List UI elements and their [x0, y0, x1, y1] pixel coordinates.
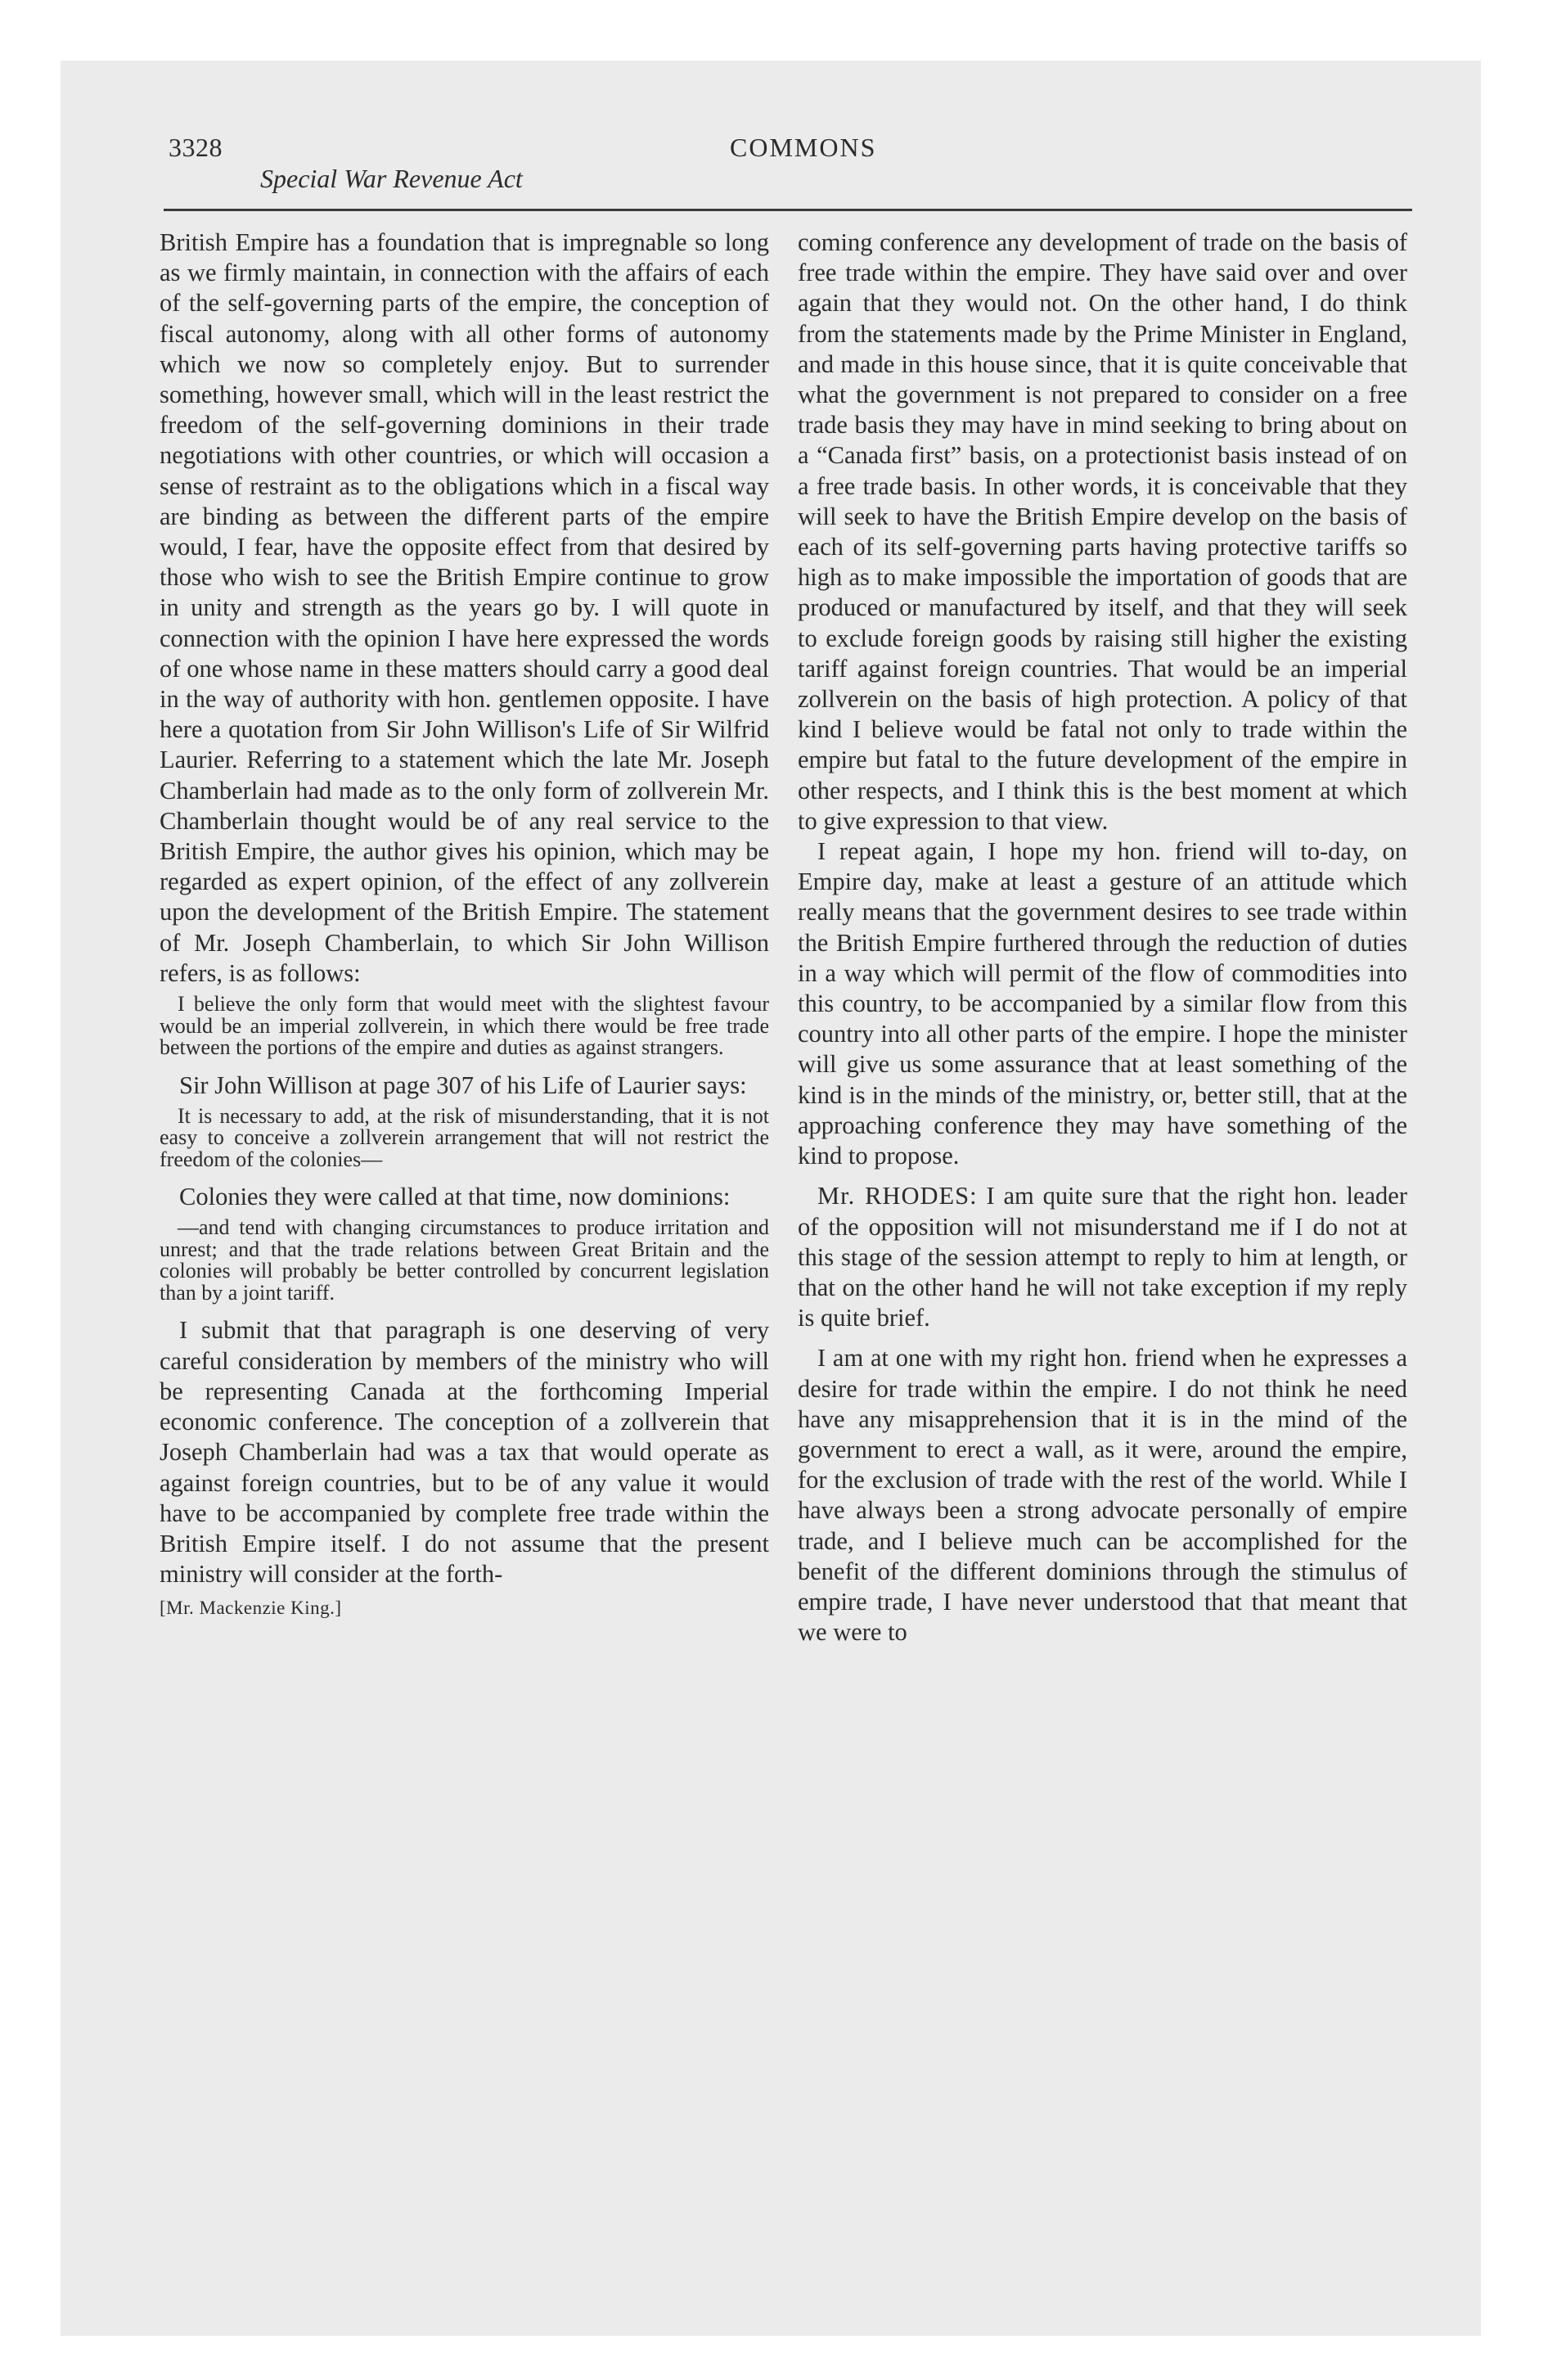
paragraph: I am at one with my right hon. friend when he expresses a desire for trade within the empire. I do not think he need have any misapprehension that it is in the mind of the government to erect a wall, as it were, around the empire, for the exclusion of trade with the rest of the world. While I have always been a strong advocate personally of empire trade, and I believe much can be accomplished for the benefit of the different dominions through the stimulus of empire trade, I have never understood that that meant that we were to	[798, 1344, 1407, 1647]
speech-paragraph	[798, 1181, 1407, 1333]
page-number: 3328	[169, 133, 223, 162]
block-quote: It is necessary to add, at the risk of misunderstanding, that it is not easy to conceive a zollverein arrangement that will not restrict the freedom of the colonies—	[160, 1103, 769, 1171]
speaker-signature: [Mr. Mackenzie King.]	[160, 1598, 342, 1619]
left-column	[160, 228, 769, 1620]
speaker-name: Mr. RHODES:	[817, 1182, 978, 1210]
paragraph: Colonies they were called at that time, now dominions:	[179, 1183, 731, 1211]
page-subtitle: Special War Revenue Act	[260, 164, 523, 193]
paragraph: I submit that that paragraph is one deserving of very careful consideration by members of the ministry who will be representing Canada at the forthcoming Imperial economic conference. The conception of a zollverein that Joseph Chamberlain had was a tax that would operate as against foreign countries, but to be of any value it would have to be accompanied by complete free trade within the British Empire itself. I do not assume that the present ministry will consider at the forth-	[160, 1316, 769, 1589]
paragraph: British Empire has a foundation that is impregnable so long as we firmly maintain, in connection with the affairs of each of the self-governing parts of the empire, the conception of fiscal autonomy, along with all other forms of autonomy which we now so completely enjoy. But to surrender something, however small, which will in the least restrict the freedom of the self-governing dominions in their trade negotiations with other countries, or which will occasion a sense of restraint as to the obligations which in a fiscal way are binding as between the different parts of the empire would, I fear, have the opposite effect from that desired by those who wish to see the British Empire continue to grow in unity and strength as the years go by. I will quote in connection with the opinion I have here expressed the words of one whose name in these matters should carry a good deal in the way of authority with hon. gentlemen opposite. I have here a quotation from Sir John Willison's Life of Sir Wilfrid Laurier. Referring to a statement which the late Mr. Joseph Chamberlain had made as to the only form of zollverein Mr. Chamberlain thought would be of any real service to the British Empire, the author gives his opinion, which may be regarded as expert opinion, of the effect of any zollverein upon the development of the British Empire. The statement of Mr. Joseph Chamberlain, to which Sir John Willison refers, is as follows:	[160, 228, 769, 987]
right-column	[798, 228, 1407, 1648]
block-quote: I believe the only form that would meet with the slightest favour would be an imperial zollverein, in which there would be free trade between the portions of the empire and duties as against strangers.	[160, 992, 769, 1060]
paragraph: I repeat again, I hope my hon. friend will to-day, on Empire day, make at least a gesture of an attitude which really means that the government desires to see trade within the British Empire furthered through the reduction of duties in a way which will permit of the flow of commodities into this country, to be accompanied by a similar flow from this country into all other parts of the empire. I hope the minister will give us some assurance that at least something of the kind is in the minds of the ministry, or, better still, that at the approaching conference they may have something of the kind to propose.	[798, 837, 1407, 1170]
running-header: COMMONS	[730, 133, 877, 162]
header-rule	[164, 209, 1412, 211]
speech-text: I am quite sure that the right hon. leader of the opposition will not misunderstand me if I do not at this stage of the session attempt to reply to him at length, or that on the other hand he will not take exception if my reply is quite brief.	[798, 1182, 1407, 1332]
paragraph: Sir John Willison at page 307 of his Life of Laurier says:	[179, 1071, 747, 1099]
paragraph: coming conference any development of trade on the basis of free trade within the empire. They have said over and over again that they would not. On the other hand, I do think from the statements made by the Prime Minister in England, and made in this house since, that it is quite conceivable that what the government is not prepared to consider on a free trade basis they may have in mind seeking to bring about on a “Canada first” basis, on a protectionist basis instead of on a free trade basis. In other words, it is conceivable that they will seek to have the British Empire develop on the basis of each of its self-governing parts having protective tariffs so high as to make impossible the importation of goods that are produced or manufactured by itself, and that they will seek to exclude foreign goods by raising still higher the existing tariff against foreign countries. That would be an imperial zollverein on the basis of high protection. A policy of that kind I believe would be fatal not only to trade within the empire but fatal to the future development of the empire in other respects, and I think this is the best moment at which to give expression to that view.	[798, 228, 1407, 835]
block-quote: —and tend with changing circumstances to produce irritation and unrest; and that the trade relations between Great Britain and the colonies will probably be better controlled by concurrent legislation than by a joint tariff.	[160, 1215, 769, 1305]
